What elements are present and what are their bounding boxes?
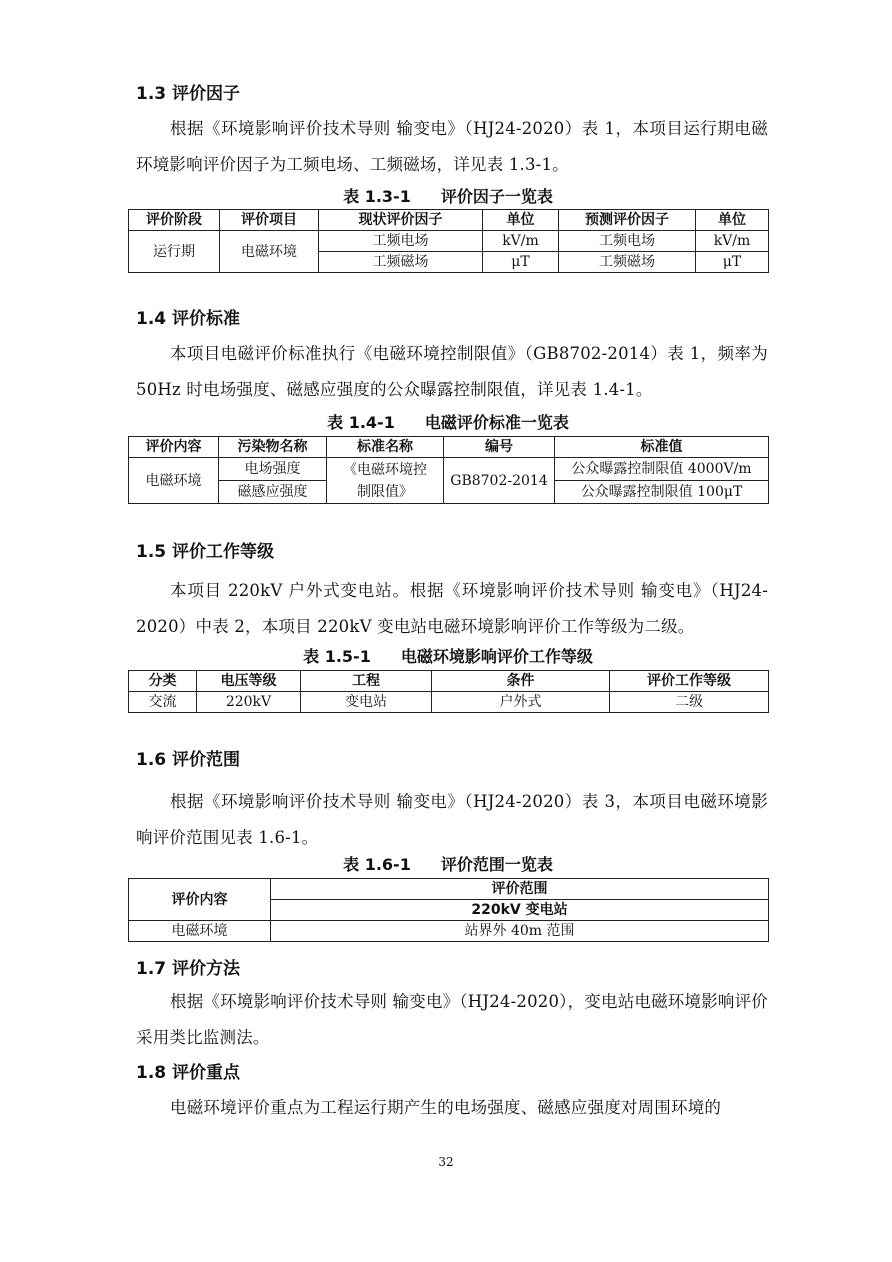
header-cell: 现状评价因子 — [319, 210, 483, 231]
header-cell: 单位 — [483, 210, 559, 231]
paragraph: 本项目 220kV 户外式变电站。根据《环境影响评价技术导则 输变电》（HJ24-2020）中表 2，本项目 220kV 变电站电磁环境影响评价工作等级为二级。 — [136, 581, 768, 636]
table-cell: 公众曝露控制限值 100μT — [555, 481, 769, 504]
section-1-5 — [136, 540, 768, 564]
section-heading: 1.8 评价重点 — [136, 1063, 241, 1083]
table-title: 评价因子一览表 — [440, 187, 553, 206]
table-header-row — [129, 671, 769, 692]
table-cell: 工频磁场 — [559, 252, 696, 273]
section-heading: 1.7 评价方法 — [136, 959, 241, 979]
table-cell: 站界外 40m 范围 — [271, 921, 769, 942]
header-cell: 评价范围 — [271, 879, 769, 900]
header-cell: 评价工作等级 — [610, 671, 769, 692]
section-heading: 1.6 评价范围 — [136, 750, 241, 770]
table-cell: 电场强度 — [219, 458, 327, 481]
paragraph: 根据《环境影响评价技术导则 输变电》（HJ24-2020）表 3，本项目电磁环境影响评价范围见表 1.6-1。 — [136, 792, 768, 847]
page-number: 32 — [438, 1155, 454, 1169]
section-1-8-paragraph — [136, 1090, 768, 1126]
header-cell: 条件 — [432, 671, 610, 692]
table-cell: 电磁环境 — [129, 458, 219, 504]
table-cell: 电磁环境 — [129, 921, 271, 942]
section-heading: 1.5 评价工作等级 — [136, 542, 275, 562]
table-cell: 运行期 — [129, 231, 220, 273]
paragraph: 根据《环境影响评价技术导则 输变电》（HJ24-2020）表 1，本项目运行期电磁环境影响评价因子为工频电场、工频磁场，详见表 1.3-1。 — [136, 119, 768, 174]
section-1-8 — [136, 1061, 768, 1085]
table-cell: μT — [483, 252, 559, 273]
table-cell: 220kV — [197, 692, 301, 713]
header-cell: 评价内容 — [129, 879, 271, 921]
section-1-4-paragraph — [136, 336, 768, 408]
section-heading: 1.3 评价因子 — [136, 84, 241, 104]
table-1-5-1-caption — [128, 646, 768, 668]
table-cell: 电磁环境 — [220, 231, 319, 273]
table-cell: 交流 — [129, 692, 197, 713]
section-heading: 1.4 评价标准 — [136, 309, 241, 329]
header-cell: 标准名称 — [327, 437, 444, 458]
table-number: 表 1.3-1 — [343, 187, 411, 206]
table-1-4-1 — [128, 436, 769, 504]
header-cell: 评价内容 — [129, 437, 219, 458]
table-1-3-1 — [128, 209, 769, 273]
table-cell: 户外式 — [432, 692, 610, 713]
header-cell: 标准值 — [555, 437, 769, 458]
table-cell: GB8702-2014 — [444, 458, 555, 504]
table-header-row — [129, 879, 769, 900]
header-cell: 预测评价因子 — [559, 210, 696, 231]
table-number: 表 1.4-1 — [327, 413, 395, 432]
table-cell: 《电磁环境控制限值》 — [327, 458, 444, 504]
section-1-3 — [136, 82, 768, 106]
table-cell: 公众曝露控制限值 4000V/m — [555, 458, 769, 481]
header-cell: 工程 — [301, 671, 432, 692]
table-1-6-1 — [128, 878, 769, 942]
section-1-6-paragraph — [136, 784, 768, 856]
section-1-7 — [136, 957, 768, 981]
paragraph: 根据《环境影响评价技术导则 输变电》（HJ24-2020），变电站电磁环境影响评价采用类比监测法。 — [136, 992, 769, 1047]
table-number: 表 1.5-1 — [303, 647, 371, 666]
header-cell: 评价阶段 — [129, 210, 220, 231]
table-row — [129, 692, 769, 713]
table-cell: 磁感应强度 — [219, 481, 327, 504]
table-header-row — [129, 210, 769, 231]
table-row — [129, 458, 769, 481]
header-cell: 电压等级 — [197, 671, 301, 692]
header-cell: 评价项目 — [220, 210, 319, 231]
table-1-6-1-caption — [128, 854, 768, 876]
table-row — [129, 921, 769, 942]
paragraph: 电磁环境评价重点为工程运行期产生的电场强度、磁感应强度对周围环境的 — [170, 1098, 722, 1117]
table-cell: μT — [696, 252, 769, 273]
table-cell: kV/m — [696, 231, 769, 252]
header-cell: 220kV 变电站 — [271, 900, 769, 921]
table-1-3-1-caption — [128, 186, 768, 208]
table-cell: 变电站 — [301, 692, 432, 713]
table-row — [129, 231, 769, 252]
header-cell: 污染物名称 — [219, 437, 327, 458]
header-cell: 单位 — [696, 210, 769, 231]
header-cell: 分类 — [129, 671, 197, 692]
table-cell: 工频磁场 — [319, 252, 483, 273]
section-1-6 — [136, 748, 768, 772]
table-number: 表 1.6-1 — [343, 855, 411, 874]
table-title: 电磁评价标准一览表 — [424, 413, 569, 432]
section-1-4 — [136, 307, 768, 331]
table-header-row — [129, 437, 769, 458]
section-1-7-paragraph — [136, 984, 768, 1056]
table-title: 评价范围一览表 — [440, 855, 553, 874]
table-1-5-1 — [128, 670, 769, 713]
table-cell: 工频电场 — [319, 231, 483, 252]
table-cell: 工频电场 — [559, 231, 696, 252]
table-title: 电磁环境影响评价工作等级 — [400, 647, 593, 666]
section-1-3-paragraph — [136, 111, 768, 183]
header-cell: 编号 — [444, 437, 555, 458]
table-cell: kV/m — [483, 231, 559, 252]
section-1-5-paragraph — [136, 573, 768, 645]
paragraph: 本项目电磁评价标准执行《电磁环境控制限值》（GB8702-2014）表 1，频率为 50Hz 时电场强度、磁感应强度的公众曝露控制限值，详见表 1.4-1。 — [136, 344, 768, 399]
table-1-4-1-caption — [128, 412, 768, 434]
table-cell: 二级 — [610, 692, 769, 713]
